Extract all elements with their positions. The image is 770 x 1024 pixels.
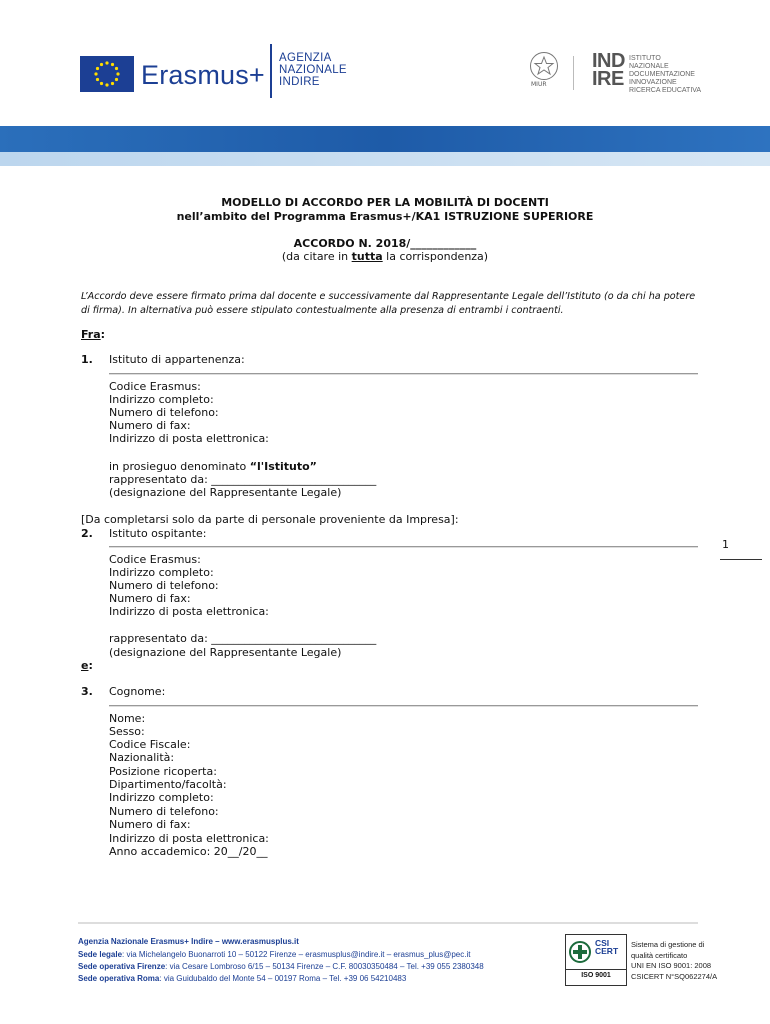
section-1-line bbox=[109, 373, 698, 375]
section-1-number: 1. bbox=[81, 353, 93, 366]
field-label: Sesso: bbox=[109, 725, 145, 738]
erasmus-logo-text: Erasmus+ bbox=[141, 60, 265, 90]
field-label: Numero di telefono: bbox=[109, 805, 219, 818]
designazione-text: (designazione del Rappresentante Legale) bbox=[109, 646, 342, 659]
section-3-number: 3. bbox=[81, 685, 93, 698]
document-title: MODELLO DI ACCORDO PER LA MOBILITÀ DI DOCENTI bbox=[221, 196, 549, 209]
section-3-label: Cognome: bbox=[109, 685, 166, 698]
field-label: Codice Erasmus: bbox=[109, 553, 201, 566]
field-label: Dipartimento/facoltà: bbox=[109, 778, 227, 791]
citare-note: (da citare in tutta la corrispondenza) bbox=[281, 250, 489, 263]
miur-label: MIUR bbox=[531, 81, 547, 88]
field-label: Indirizzo completo: bbox=[109, 791, 214, 804]
section-1-label: Istituto di appartenenza: bbox=[109, 353, 245, 366]
rappresentato-line: rappresentato da: ______________________________ bbox=[109, 473, 377, 486]
field-label: Indirizzo completo: bbox=[109, 566, 214, 579]
page-number-rule bbox=[720, 559, 762, 560]
field-label: Numero di fax: bbox=[109, 818, 191, 831]
section-2-label: Istituto ospitante: bbox=[109, 527, 207, 540]
csi-cert-text: CSI CERT bbox=[595, 938, 619, 956]
e-label: e: bbox=[81, 659, 93, 672]
field-label: Numero di fax: bbox=[109, 419, 191, 432]
iso-label: ISO 9001 bbox=[581, 972, 611, 979]
page-number: 1 bbox=[722, 538, 729, 551]
cert-description: Sistema di gestione di qualità certificato UNI EN ISO 9001: 2008 CSICERT N°SQ062274/A bbox=[631, 940, 718, 981]
field-label: Codice Erasmus: bbox=[109, 380, 201, 393]
footer-sede-roma: Sede operativa Roma: via Guidubaldo del Monte 54 – 00197 Roma – Tel. +39 06 54210483 bbox=[78, 974, 407, 983]
agenzia-nazionale-logo: AGENZIA NAZIONALE INDIRE bbox=[279, 52, 347, 88]
document-subtitle: nell’ambito del Programma Erasmus+/KA1 ISTRUZIONE SUPERIORE bbox=[176, 210, 594, 223]
footer-divider bbox=[78, 922, 698, 924]
cert-box-divider bbox=[566, 969, 626, 970]
impresa-note: [Da completarsi solo da parte di personale proveniente da Impresa]: bbox=[81, 513, 459, 526]
field-label: Posizione ricoperta: bbox=[109, 765, 217, 778]
denominato-text: in prosieguo denominato “l'Istituto” bbox=[109, 460, 317, 473]
footer-sede-legale: Sede legale: via Michelangelo Buonarroti 10 – 50122 Firenze – erasmusplus@indire.it – erasmus_plus@pec.it bbox=[78, 950, 471, 959]
field-label: Numero di fax: bbox=[109, 592, 191, 605]
intro-paragraph: L’Accordo deve essere firmato prima dal docente e successivamente dal Rappresentante Legale dell’Istituto (o da chi ha potere di firma). In alternativa può essere stipulato contestualmente alla presenza di entrambi i contraenti. bbox=[81, 291, 696, 316]
indire-logo-subtitle: ISTITUTO NAZIONALE DOCUMENTAZIONE INNOVAZIONE RICERCA EDUCATIVA bbox=[629, 55, 702, 94]
rappresentato-line: rappresentato da: ______________________________ bbox=[109, 632, 377, 645]
field-label: Indirizzo di posta elettronica: bbox=[109, 832, 269, 845]
header-divider-2 bbox=[573, 56, 574, 90]
field-label: Anno accademico: 20__/20__ bbox=[109, 845, 268, 858]
section-2-number: 2. bbox=[81, 527, 93, 540]
indire-logo: IND IRE bbox=[592, 50, 625, 90]
footer-sede-firenze: Sede operativa Firenze: via Cesare Lombroso 6/15 – 50134 Firenze – C.F. 80030350484 – Tel. +39 055 2380348 bbox=[78, 962, 484, 971]
field-label: Indirizzo di posta elettronica: bbox=[109, 605, 269, 618]
csi-cert-logo bbox=[565, 934, 627, 986]
footer-agency: Agenzia Nazionale Erasmus+ Indire – www.erasmusplus.it bbox=[78, 937, 299, 946]
field-label: Numero di telefono: bbox=[109, 406, 219, 419]
header-band-light bbox=[0, 152, 770, 166]
fra-label: Fra: bbox=[81, 328, 106, 341]
accordo-number: ACCORDO N. 2018/____________ bbox=[293, 237, 477, 250]
section-3-line bbox=[109, 705, 698, 707]
field-label: Indirizzo di posta elettronica: bbox=[109, 432, 269, 445]
field-label: Nazionalità: bbox=[109, 751, 175, 764]
field-label: Codice Fiscale: bbox=[109, 738, 191, 751]
eu-flag-logo bbox=[80, 56, 134, 92]
header-band bbox=[0, 126, 770, 152]
header-divider bbox=[270, 44, 272, 98]
italian-republic-emblem-icon bbox=[530, 52, 558, 80]
field-label: Indirizzo completo: bbox=[109, 393, 214, 406]
section-2-line bbox=[109, 546, 698, 548]
field-label: Numero di telefono: bbox=[109, 579, 219, 592]
field-label: Nome: bbox=[109, 712, 146, 725]
designazione-text: (designazione del Rappresentante Legale) bbox=[109, 486, 342, 499]
